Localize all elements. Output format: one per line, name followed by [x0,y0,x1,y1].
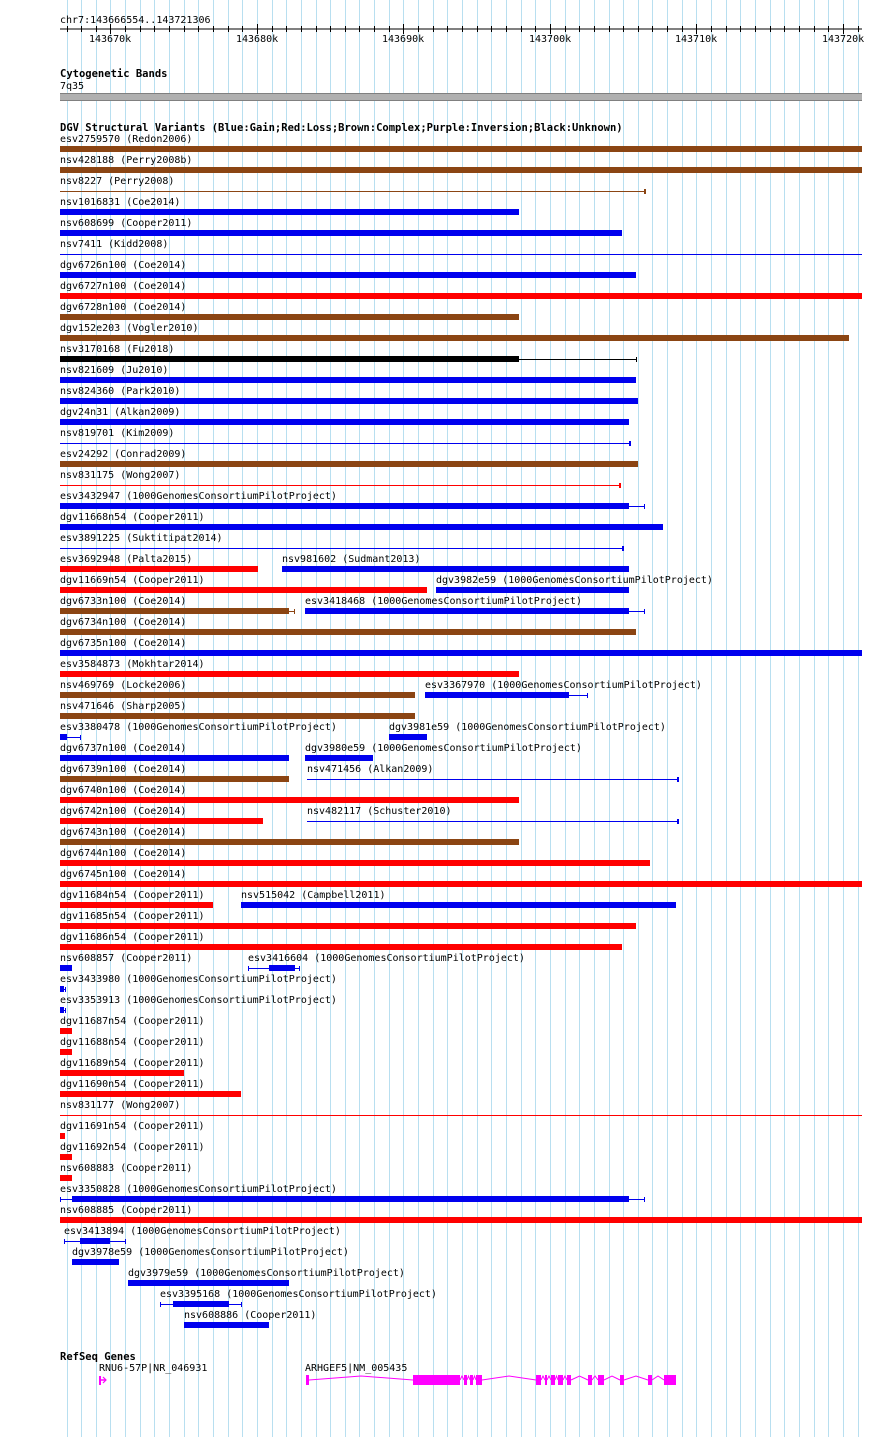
variant-label[interactable]: dgv11692n54 (Cooper2011) [60,1142,205,1153]
variant-extent-cap [160,1302,161,1307]
gene-exon [536,1375,541,1385]
gene-intron [473,1376,476,1380]
variant-bar[interactable] [60,776,289,782]
variant-bar[interactable] [60,923,636,929]
dgv-track-title: DGV Structural Variants (Blue:Gain;Red:Loss;Brown:Complex;Purple:Inversion;Black:Unknown) [60,122,623,134]
variant-label[interactable]: nsv3170168 (Fu2018) [60,344,175,355]
variant-bar[interactable] [60,419,629,425]
gene-exon [413,1375,460,1385]
gene-intron [652,1376,664,1380]
variant-label[interactable]: nsv821609 (Ju2010) [60,365,169,376]
variant-label[interactable]: dgv11684n54 (Cooper2011) [60,890,205,901]
variant-extent-cap [294,609,295,614]
gene-exon [598,1375,604,1385]
variant-end-cap [644,189,646,194]
variant-bar[interactable] [60,671,519,677]
variant-extent-cap [65,1008,66,1013]
variant-label[interactable]: dgv6740n100 (Coe2014) [60,785,187,796]
variant-bar[interactable] [282,566,629,572]
variant-bar[interactable] [60,1049,72,1055]
variant-label[interactable]: esv3416604 (1000GenomesConsortiumPilotProject) [248,953,525,964]
gene-intron [541,1376,545,1380]
variant-line[interactable] [60,548,622,549]
ruler-tick-label: 143710k [675,34,718,45]
variant-bar[interactable] [60,1217,862,1223]
ruler-tick-label: 143690k [382,34,425,45]
variant-line[interactable] [60,191,644,192]
gene-intron [309,1376,413,1380]
variant-label[interactable]: nsv608886 (Cooper2011) [184,1310,317,1321]
variant-bar[interactable] [60,398,638,404]
variant-end-cap [619,483,621,488]
variant-label[interactable]: dgv6737n100 (Coe2014) [60,743,187,754]
gene-exon [551,1375,555,1385]
variant-label[interactable]: dgv11685n54 (Cooper2011) [60,911,205,922]
variant-extent-line [64,1241,80,1242]
variant-label[interactable]: nsv608885 (Cooper2011) [60,1205,193,1216]
variant-bar[interactable] [60,713,415,719]
variant-label[interactable]: dgv3981e59 (1000GenomesConsortiumPilotProject) [389,722,666,733]
variant-label[interactable]: nsv7411 (Kidd2008) [60,239,169,250]
variant-extent-line [629,1199,644,1200]
gene-strand-arrow [103,1377,106,1383]
variant-bar[interactable] [60,524,663,530]
variant-label[interactable]: dgv11689n54 (Cooper2011) [60,1058,205,1069]
variant-label[interactable]: dgv11688n54 (Cooper2011) [60,1037,205,1048]
variant-label[interactable]: esv3350828 (1000GenomesConsortiumPilotProject) [60,1184,337,1195]
variant-line[interactable] [60,254,862,255]
variant-label[interactable]: nsv831175 (Wong2007) [60,470,181,481]
variant-extent-cap [644,1197,645,1202]
variant-bar[interactable] [389,734,427,740]
variant-end-cap [677,777,679,782]
gene-intron [555,1376,558,1380]
variant-bar[interactable] [60,629,636,635]
variant-label[interactable]: esv3432947 (1000GenomesConsortiumPilotProject) [60,491,337,502]
gene-intron [624,1376,648,1380]
gene-intron [604,1376,620,1380]
variant-bar[interactable] [128,1280,289,1286]
variant-bar[interactable] [60,377,636,383]
variant-label[interactable]: esv24292 (Conrad2009) [60,449,187,460]
cytoband-label: 7q35 [60,81,85,92]
variant-bar[interactable] [241,902,676,908]
variant-bar[interactable] [60,209,519,215]
variant-extent-cap [80,735,81,740]
variant-bar[interactable] [60,356,519,362]
variant-extent-line [229,1304,241,1305]
variant-extent-cap [60,1197,61,1202]
variant-extent-cap [64,1239,65,1244]
variant-label[interactable]: dgv11687n54 (Cooper2011) [60,1016,205,1027]
variant-label[interactable]: esv3395168 (1000GenomesConsortiumPilotProject) [160,1289,437,1300]
variant-bar[interactable] [305,755,373,761]
variant-label[interactable]: dgv6726n100 (Coe2014) [60,260,187,271]
gene-exon [664,1375,676,1385]
variant-extent-line [110,1241,125,1242]
variant-extent-line [519,359,636,360]
variant-label[interactable]: dgv6744n100 (Coe2014) [60,848,187,859]
variant-extent-line [629,506,644,507]
variant-label[interactable]: nsv471456 (Alkan2009) [307,764,434,775]
variant-bar[interactable] [60,965,72,971]
variant-label[interactable]: nsv831177 (Wong2007) [60,1100,181,1111]
gene-exon [558,1375,563,1385]
variant-line[interactable] [60,485,619,486]
ruler-tick-label: 143670k [89,34,132,45]
variant-bar[interactable] [60,986,64,992]
gene-exon [306,1375,309,1385]
variant-label[interactable]: dgv6727n100 (Coe2014) [60,281,187,292]
variant-label[interactable]: dgv3980e59 (1000GenomesConsortiumPilotProject) [305,743,582,754]
variant-bar[interactable] [60,503,629,509]
variant-bar[interactable] [60,797,519,803]
cytoband-bar[interactable] [60,93,862,101]
gene-exon [464,1375,467,1385]
variant-bar[interactable] [184,1322,269,1328]
variant-label[interactable]: esv3380478 (1000GenomesConsortiumPilotProject) [60,722,337,733]
gene-exon [470,1375,473,1385]
variant-label[interactable]: nsv608699 (Cooper2011) [60,218,193,229]
variant-extent-cap [241,1302,242,1307]
variant-label[interactable]: dgv11686n54 (Cooper2011) [60,932,205,943]
variant-extent-cap [299,966,300,971]
gene-label: ARHGEF5|NM_005435 [305,1363,408,1374]
variant-label[interactable]: esv3433980 (1000GenomesConsortiumPilotProject) [60,974,337,985]
variant-label[interactable]: dgv6735n100 (Coe2014) [60,638,187,649]
variant-label[interactable]: dgv6739n100 (Coe2014) [60,764,187,775]
variant-bar[interactable] [60,230,622,236]
variant-line[interactable] [60,443,629,444]
variant-label[interactable]: esv3413894 (1000GenomesConsortiumPilotProject) [64,1226,341,1237]
variant-label[interactable]: dgv6745n100 (Coe2014) [60,869,187,880]
variant-label[interactable]: nsv428188 (Perry2008b) [60,155,193,166]
variant-bar[interactable] [60,692,415,698]
variant-bar[interactable] [60,881,862,887]
variant-label[interactable]: dgv3978e59 (1000GenomesConsortiumPilotProject) [72,1247,349,1258]
variant-extent-cap [644,609,645,614]
cytoband-track-title: Cytogenetic Bands [60,68,168,80]
variant-extent-cap [636,357,637,362]
gene-exon [567,1375,571,1385]
gene-exon [99,1376,101,1385]
variant-bar[interactable] [72,1196,629,1202]
variant-end-cap [629,441,631,446]
variant-label[interactable]: dgv6734n100 (Coe2014) [60,617,187,628]
variant-label[interactable]: dgv6728n100 (Coe2014) [60,302,187,313]
variant-bar[interactable] [72,1259,119,1265]
coordinate-ruler[interactable] [0,0,890,50]
variant-extent-line [629,611,644,612]
variant-extent-cap [644,504,645,509]
variant-bar[interactable] [60,1091,241,1097]
gene-intron [467,1376,470,1380]
ruler-tick-label: 143700k [529,34,572,45]
variant-label[interactable]: esv3353913 (1000GenomesConsortiumPilotProject) [60,995,337,1006]
variant-bar[interactable] [60,314,519,320]
variant-bar[interactable] [60,167,862,173]
variant-extent-line [67,737,80,738]
gene-label: RNU6-57P|NR_046931 [99,1363,208,1374]
variant-label[interactable]: dgv3979e59 (1000GenomesConsortiumPilotProject) [128,1268,405,1279]
variant-label[interactable]: nsv8227 (Perry2008) [60,176,175,187]
variant-label[interactable]: dgv3982e59 (1000GenomesConsortiumPilotProject) [436,575,713,586]
variant-bar[interactable] [60,335,849,341]
variant-bar[interactable] [60,293,862,299]
variant-bar[interactable] [60,1175,72,1181]
variant-label[interactable]: nsv824360 (Park2010) [60,386,181,397]
variant-bar[interactable] [60,755,289,761]
variant-extent-cap [587,693,588,698]
variant-bar[interactable] [60,1133,65,1139]
variant-bar[interactable] [60,587,427,593]
variant-bar[interactable] [60,1028,72,1034]
variant-label[interactable]: nsv1016831 (Coe2014) [60,197,181,208]
variant-label[interactable]: dgv11691n54 (Cooper2011) [60,1121,205,1132]
variant-label[interactable]: nsv471646 (Sharp2005) [60,701,187,712]
variant-label[interactable]: dgv11668n54 (Cooper2011) [60,512,205,523]
variant-label[interactable]: esv3367970 (1000GenomesConsortiumPilotProject) [425,680,702,691]
variant-extent-cap [125,1239,126,1244]
variant-bar[interactable] [60,1070,184,1076]
variant-line[interactable] [307,779,677,780]
variant-extent-line [248,968,269,969]
ruler-tick-label: 143680k [236,34,279,45]
variant-bar[interactable] [60,818,263,824]
variant-bar[interactable] [60,650,862,656]
variant-extent-line [60,1199,72,1200]
region-label: chr7:143666554..143721306 [60,15,211,26]
gene-exon [545,1375,547,1385]
variant-line[interactable] [60,1115,862,1116]
gene-exon [588,1375,592,1385]
variant-line[interactable] [307,821,677,822]
variant-label[interactable]: esv3418468 (1000GenomesConsortiumPilotProject) [305,596,582,607]
variant-bar[interactable] [60,1154,72,1160]
variant-bar[interactable] [436,587,629,593]
variant-bar[interactable] [60,146,862,152]
variant-bar[interactable] [60,860,650,866]
variant-bar[interactable] [60,839,519,845]
variant-bar[interactable] [425,692,569,698]
variant-bar[interactable] [60,461,638,467]
variant-label[interactable]: nsv819701 (Kim2009) [60,428,175,439]
variant-label[interactable]: nsv608883 (Cooper2011) [60,1163,193,1174]
variant-label[interactable]: nsv515042 (Campbell2011) [241,890,386,901]
variant-label[interactable]: dgv6733n100 (Coe2014) [60,596,187,607]
variant-end-cap [677,819,679,824]
variant-label[interactable]: esv2759570 (Redon2006) [60,134,193,145]
variant-label[interactable]: dgv11669n54 (Cooper2011) [60,575,205,586]
refseq-track-title: RefSeq Genes [60,1351,136,1363]
variant-label[interactable]: esv3584873 (Mokhtar2014) [60,659,205,670]
variant-extent-cap [248,966,249,971]
variant-label[interactable]: nsv482117 (Schuster2010) [307,806,452,817]
variant-bar[interactable] [305,608,629,614]
variant-bar[interactable] [60,272,636,278]
variant-extent-cap [65,987,66,992]
variant-label[interactable]: dgv152e203 (Vogler2010) [60,323,199,334]
variant-bar[interactable] [60,902,213,908]
variant-bar[interactable] [173,1301,229,1307]
ruler-tick-label: 143720k [822,34,865,45]
variant-bar[interactable] [60,734,67,740]
variant-extent-line [569,695,587,696]
variant-bar[interactable] [60,566,258,572]
variant-label[interactable]: nsv981602 (Sudmant2013) [282,554,421,565]
variant-bar[interactable] [60,608,289,614]
variant-bar[interactable] [269,965,295,971]
variant-label[interactable]: esv3891225 (Suktitipat2014) [60,533,223,544]
variant-label[interactable]: dgv6743n100 (Coe2014) [60,827,187,838]
variant-label[interactable]: dgv6742n100 (Coe2014) [60,806,187,817]
variant-end-cap [622,546,624,551]
variant-label[interactable]: dgv24n31 (Alkan2009) [60,407,181,418]
variant-extent-line [160,1304,173,1305]
variant-bar[interactable] [60,1007,64,1013]
variant-label[interactable]: dgv11690n54 (Cooper2011) [60,1079,205,1090]
gene-intron [592,1376,598,1380]
variant-bar[interactable] [60,944,622,950]
variant-label[interactable]: esv3692948 (Palta2015) [60,554,193,565]
variant-label[interactable]: nsv608857 (Cooper2011) [60,953,193,964]
variant-bar[interactable] [80,1238,110,1244]
variant-label[interactable]: nsv469769 (Locke2006) [60,680,187,691]
